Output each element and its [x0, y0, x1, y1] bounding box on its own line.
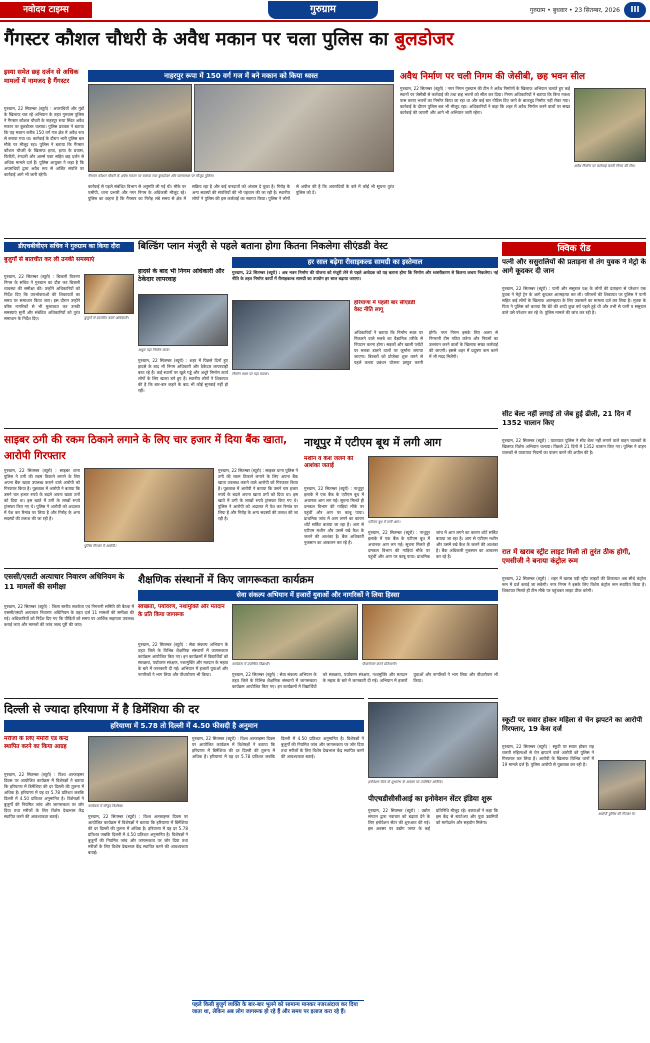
divider-5	[368, 698, 498, 699]
dementia-body-1: गुरुग्राम, 22 सितम्बर (ब्यूरो) : विश्व अल्जाइमर दिवस पर आयोजित कार्यक्रम में विशेषज्ञों ने बताया कि हरियाणा में डिमेंशिया की दर दिल्ली की तुलना में अधिक है। हरियाणा में यह दर 5.78 प्रतिशत जबकि दिल्ली में 4.50 प्रतिशत अनुमानित है। विशेषज्ञों ने बुजुर्गों की नियमित जांच और जागरूकता पर जोर दिया तथा मरीजों के लिए विशेष देखभाल केंद्र स्थापित करने की आवश्यकता बताई।	[4, 772, 84, 819]
dc-visit-caption: बुजुर्गों से बातचीत करते अधिकारी।	[84, 316, 129, 320]
atm-body-left: गुरुग्राम, 22 सितम्बर (ब्यूरो) : नाथूपुर इलाके में एक बैंक के एटीएम बूथ में अचानक आग लग गई। सूचना मिलते ही दमकल विभाग की गाड़ियां मौके पर पहुंचीं और आग पर काबू पाया। प्राथमिक जांच में आग लगने का कारण शॉर्ट सर्किट बताया जा रहा है। आग से एटीएम मशीन और उसमें रखे कैश के जलने की आशंका है। बैंक अधिकारी नुकसान का आकलन कर रहे हैं।	[304, 486, 364, 545]
negligence-headline: हादसे के बाद भी निगम अधिकारी और ठेकेदार लापरवाह	[138, 268, 225, 283]
phdcci-caption: इनोवेशन सेंटर के शुभारंभ के अवसर पर उपस्थित अतिथि।	[368, 780, 443, 784]
lead-headline	[4, 24, 648, 56]
right-top-photo	[574, 88, 646, 162]
dc-visit-photo	[84, 274, 134, 314]
phdcci-headline: पीएचडीसीसीआई का इनोवेशन सेंटर इंडिया शुरू	[368, 794, 492, 803]
lead-headline-main: गैंगस्टर कौशल चौधरी के अवैध मकान पर चला पुलिस का	[4, 29, 395, 50]
building-photo	[232, 300, 350, 370]
atm-body-right: गुरुग्राम, 22 सितम्बर (ब्यूरो) : नाथूपुर इलाके में एक बैंक के एटीएम बूथ में अचानक आग लग गई। सूचना मिलते ही दमकल विभाग की गाड़ियां मौके पर पहुंचीं और आग पर काबू पाया। प्राथमिक जांच में आग लगने का कारण शॉर्ट सर्किट बताया जा रहा है। आग से एटीएम मशीन और उसमें रखे कैश के जलने की आशंका है। बैंक अधिकारी नुकसान का आकलन कर रहे हैं।	[368, 530, 498, 559]
dementia-strap: हरियाणा में 5.78 तो दिल्ली में 4.50 फीसदी है अनुमान	[4, 720, 364, 732]
quick-read-h3: रात में खराब स्ट्रीट लाइट मिली तो तुरंत ठीक होगी, एमसीजी ने बनाया कंट्रोल रूम	[502, 548, 631, 565]
cyber-headline: साइबर ठगी की रकम ठिकाने लगाने के लिए चार हजार में दिया बैंक खाता, आरोपी गिरफ्तार	[4, 434, 288, 462]
divider-2	[4, 428, 498, 429]
lead-body-right: कार्रवाई से पहले संबंधित विभाग से अनुमति ली गई थी। मौके पर एसीपी, थाना प्रभारी और नगर निगम के अधिकारी मौजूद रहे। पुलिस का कहना है कि गैंगस्टर का गिरोह लंबे समय से क्षेत्र में सक्रिय रहा है और कई वारदातों को अंजाम दे चुका है। गिरोह के अन्य सदस्यों की संपत्तियों की भी पहचान की जा रही है। स्थानीय लोगों ने पुलिस की इस कार्रवाई का स्वागत किया। पुलिस ने लोगों से अपील की है कि अपराधियों के बारे में कोई भी सूचना तुरंत पुलिस को दें।	[88, 184, 394, 201]
lead-photo-officers	[88, 84, 192, 172]
dementia-body-2: गुरुग्राम, 22 सितम्बर (ब्यूरो) : विश्व अल्जाइमर दिवस पर आयोजित कार्यक्रम में विशेषज्ञों ने बताया कि हरियाणा में डिमेंशिया की दर दिल्ली की तुलना में अधिक है। हरियाणा में यह दर 5.78 प्रतिशत जबकि दिल्ली में 4.50 प्रतिशत अनुमानित है। विशेषज्ञों ने बुजुर्गों की नियमित जांच और जागरूकता पर जोर दिया तथा मरीजों के लिए विशेष देखभाल केंद्र स्थापित करने की आवश्यकता बताई।	[88, 814, 188, 855]
building-strap: हर साल बढ़ेगा रीसाइकल्ड सामग्री का इस्तेमाल	[232, 257, 498, 268]
quick-read-b4: गुरुग्राम, 22 सितम्बर (ब्यूरो) : स्कूटी पर सवार होकर राह चलती महिलाओं से चेन झपटने वाले आरोपी को पुलिस ने गिरफ्तार कर लिया है। आरोपी के खिलाफ विभिन्न थानों में 19 मामले दर्ज हैं। पुलिस आरोपी से पूछताछ कर रही है।	[502, 744, 594, 767]
awareness-body-more: गुरुग्राम, 22 सितम्बर (ब्यूरो) : सेवा संकल्प अभियान के तहत जिले के विभिन्न शैक्षणिक संस्थानों में जागरूकता कार्यक्रम आयोजित किए गए। इन कार्यक्रमों में विद्यार्थियों को स्वच्छता, पर्यावरण संरक्षण, नशामुक्ति और मतदान के महत्व के बारे में जानकारी दी गई। अभियान में हजारों युवाओं और नागरिकों ने भाग लिया और पौधारोपण भी किया।	[232, 672, 498, 689]
building-headline: बिल्डिंग प्लान मंजूरी से पहले बताना होगा कितना निकलेगा सीएंडडी वेस्ट	[138, 241, 388, 252]
dc-visit-headline: डीएचबीवीएन सचिव ने गुरुग्राम का किया दौरा	[4, 242, 134, 252]
lead-body-left: गुरुग्राम, 22 सितम्बर (ब्यूरो) : अपराधियों और गुंडों के खिलाफ चल रहे अभियान के तहत गुरुग्राम पुलिस ने गैंगस्टर कौशल चौधरी के नाहरपुर रूपा स्थित अवैध मकान पर बुलडोजर चलाया। पुलिस प्रवक्ता ने बताया कि यह मकान करीब 150 वर्ग गज क्षेत्र में अवैध रूप से बनाया गया था। कार्रवाई के दौरान भारी पुलिस बल मौके पर मौजूद रहा। पुलिस ने बताया कि गैंगस्टर कौशल चौधरी के खिलाफ हत्या, हत्या के प्रयास, फिरौती, रंगदारी और आर्म्स एक्ट सहित छह दर्जन से अधिक मामले दर्ज हैं। पुलिस आयुक्त ने कहा है कि अपराधियों द्वारा अवैध रूप से अर्जित संपत्ति पर कार्रवाई आगे भी जारी रहेगी।	[4, 106, 84, 177]
masthead	[0, 0, 650, 22]
cyber-photo	[84, 468, 214, 542]
brand-logo: नवोदय टाइम्स	[0, 2, 92, 18]
dementia-headline: दिल्ली से ज्यादा हरियाणा में है डिमेंशिया की दर	[4, 702, 200, 716]
phdcci-body: गुरुग्राम, 22 सितम्बर (ब्यूरो) : उद्योग संगठन द्वारा नवाचार को बढ़ावा देने के लिए इनोवेशन सेंटर की शुरुआत की गई। इस अवसर पर उद्योग जगत के कई प्रतिनिधि मौजूद रहे। वक्ताओं ने कहा कि इस केंद्र से स्टार्टअप और युवा उद्यमियों को मार्गदर्शन और सहयोग मिलेगा।	[368, 808, 498, 831]
awareness-caption-1: कार्यक्रम में उपस्थित विद्यार्थी।	[232, 662, 270, 666]
negligence-caption: अधूरा पड़ा निर्माण कार्य।	[138, 348, 170, 352]
awareness-headline: शैक्षणिक संस्थानों में किए जागरूकता कार्यक्रम	[138, 574, 314, 586]
divider-4	[4, 698, 364, 699]
quick-read-b1: गुरुग्राम, 22 सितम्बर (ब्यूरो) : पत्नी और ससुराल पक्ष के लोगों की प्रताड़ना से परेशान एक युवक ने मेट्रो ट्रेन के आगे कूदकर आत्महत्या कर ली। परिजनों की शिकायत पर पुलिस ने पत्नी सहित कई लोगों के खिलाफ आत्महत्या के लिए उकसाने का मामला दर्ज कर लिया है। मृतक के पिता ने पुलिस को बताया कि बेटे की शादी कुछ वर्ष पहले हुई थी और तभी से पत्नी व ससुराल वाले उसे परेशान कर रहे थे। पुलिस मामले की जांच कर रही है।	[502, 286, 646, 315]
lead-bullet: इस्या समेत छह दर्जन से अधिक मामलों में नामजद है गैंगस्टर	[4, 68, 79, 85]
dementia-bullet: मरीजों के लिए मेंमोरी एड केन्द्र स्थापित करने का किया आग्रह	[4, 736, 69, 750]
awareness-photo-2	[362, 604, 498, 660]
dementia-quote: पहले किसी बुजुर्ग व्यक्ति के बार-बार भूलने को सामान्य मानकर नजरअंदाज कर दिया जाता था, लेकिन अब लोग जागरूक हो रहे हैं और समय पर इलाज करा रहे हैं।	[192, 1000, 364, 1036]
building-body: अधिकारियों ने बताया कि निर्माण स्थल पर निकलने वाले मलबे का वैज्ञानिक तरीके से निपटान करना होगा। सड़कों और खाली प्लॉटों पर मलबा डालने वालों पर जुर्माना लगाया जाएगा। बिल्डरों को प्रोजेक्ट शुरू करने से पहले कचरा प्रबंधन योजना प्रस्तुत करनी होगी। नगर निगम इसके लिए अलग से निगरानी टीम गठित करेगा और नियमों का उल्लंघन करने वालों के खिलाफ सख्त कार्रवाई की जाएगी। इससे शहर में प्रदूषण कम करने में भी मदद मिलेगी।	[354, 330, 498, 365]
negligence-body: गुरुग्राम, 22 सितम्बर (ब्यूरो) : शहर में पिछले दिनों हुए हादसे के बाद भी निगम अधिकारी और ठेकेदार लापरवाही बरत रहे हैं। कई स्थानों पर खुले गड्ढे और अधूरे निर्माण कार्य लोगों के लिए खतरा बने हुए हैं। स्थानीय लोगों ने शिकायत की है कि बार-बार कहने के बाद भी कोई सुनवाई नहीं हो रही।	[138, 358, 228, 393]
right-top-body: गुरुग्राम, 22 सितम्बर (ब्यूरो) : नगर निगम गुरुग्राम की टीम ने अवैध निर्माणों के खिलाफ अभियान चलाते हुए कई स्थानों पर जेसीबी से कार्रवाई की तथा छह भवनों को सील कर दिया। निगम अधिकारियों ने बताया कि बिना नक्शा पास कराए भवनों का निर्माण किया जा रहा था और कई बार नोटिस दिए जाने के बावजूद निर्माण नहीं रोका गया। कार्रवाई के दौरान पुलिस बल भी मौजूद रहा। अधिकारियों ने कहा कि शहर में अवैध निर्माण करने वालों पर सख्त कार्रवाई की जाएगी और आगे भी अभियान जारी रहेगा।	[400, 86, 570, 115]
quick-read-b3: गुरुग्राम, 22 सितम्बर (ब्यूरो) : शहर में खराब पड़ी स्ट्रीट लाइटों की शिकायत अब सीधे कंट्रोल रूम में दर्ज कराई जा सकेगी। नगर निगम ने इसके लिए विशेष कंट्रोल रूम स्थापित किया है। शिकायत मिलते ही टीम मौके पर पहुंचकर लाइट ठीक करेगी।	[502, 576, 646, 593]
awareness-strap: सेवा संकल्प अभियान में हजारों युवाओं और नागरिकों ने लिया हिस्सा	[138, 590, 498, 601]
atm-bullet: मशीन व कैश जलने की आशंका जताई	[304, 456, 354, 469]
atm-headline: नाथूपुर में एटीएम बूथ में लगी आग	[304, 436, 442, 449]
quick-read-h1: पत्नी और ससुरालियों की प्रताड़ना से तंग युवक ने मेट्रो के आगे कूदकर दी जान	[502, 258, 646, 275]
building-caption: निर्माण स्थल पर पड़ा मलबा।	[232, 372, 269, 376]
page-number: III	[624, 2, 646, 18]
divider-1	[4, 238, 646, 239]
dc-visit-bullet: बुजुर्गों से बातचीत कर ली उनकी समस्याएं	[4, 256, 95, 263]
quick-read-b2: गुरुग्राम, 22 सितम्बर (ब्यूरो) : यातायात पुलिस ने सीट बेल्ट नहीं लगाने वाले वाहन चालकों के खिलाफ विशेष अभियान चलाया। पिछले 21 दिनों में 1352 चालान किए गए। पुलिस ने वाहन चालकों से यातायात नियमों का पालन करने की अपील की है।	[502, 438, 646, 455]
divider-3	[4, 568, 498, 569]
scst-body: गुरुग्राम, 22 सितम्बर (ब्यूरो) : जिला स्तरीय सतर्कता एवं निगरानी समिति की बैठक में एससी/एसटी अत्याचार निवारण अधिनियम के तहत दर्ज 11 मामलों की समीक्षा की गई। अधिकारियों को निर्देश दिए गए कि पीड़ितों को समय पर आर्थिक सहायता उपलब्ध कराई जाए और मामलों की जांच जल्द पूरी की जाए।	[4, 604, 134, 627]
lead-photo-caption: गैंगस्टर कौशल चौधरी के अवैध मकान पर चलाया गया बुलडोजर और घटनास्थल पर मौजूद पुलिस।	[88, 174, 214, 178]
dateline: गुरुग्राम • बुधवार • 23 सितम्बर, 2026	[529, 7, 620, 14]
negligence-photo	[138, 294, 228, 346]
lead-headline-accent: बुलडोजर	[394, 29, 454, 50]
atm-caption: एटीएम बूथ में लगी आग।	[368, 520, 401, 524]
building-intro: गुरुग्राम, 22 सितम्बर (ब्यूरो) : अब भवन निर्माण की योजना को मंजूरी लेने से पहले आवेदक को यह बताना होगा कि निर्माण और ध्वस्तीकरण से कितना कचरा निकलेगा। नई नीति के तहत निर्माण कार्यों में रीसाइकल्ड सामग्री का उपयोग हर साल बढ़ाया जाएगा।	[232, 270, 498, 281]
quick-read-title: क्विक रीड	[502, 242, 646, 256]
awareness-body: गुरुग्राम, 22 सितम्बर (ब्यूरो) : सेवा संकल्प अभियान के तहत जिले के विभिन्न शैक्षणिक संस्थानों में जागरूकता कार्यक्रम आयोजित किए गए। इन कार्यक्रमों में विद्यार्थियों को स्वच्छता, पर्यावरण संरक्षण, नशामुक्ति और मतदान के महत्व के बारे में जानकारी दी गई। अभियान में हजारों युवाओं और नागरिकों ने भाग लिया और पौधारोपण भी किया।	[138, 642, 228, 677]
lead-strap: नाहरपुर रूपा में 150 वर्ग गज में बने मकान को किया ध्वस्त	[88, 70, 394, 82]
dementia-body-3: गुरुग्राम, 22 सितम्बर (ब्यूरो) : विश्व अल्जाइमर दिवस पर आयोजित कार्यक्रम में विशेषज्ञों ने बताया कि हरियाणा में डिमेंशिया की दर दिल्ली की तुलना में अधिक है। हरियाणा में यह दर 5.78 प्रतिशत जबकि दिल्ली में 4.50 प्रतिशत अनुमानित है। विशेषज्ञों ने बुजुर्गों की नियमित जांच और जागरूकता पर जोर दिया तथा मरीजों के लिए विशेष देखभाल केंद्र स्थापित करने की आवश्यकता बताई।	[192, 736, 364, 759]
section-tab: गुरुग्राम	[268, 1, 378, 19]
quick-read-h2: सीट बेल्ट नहीं लगाई तो जेब हुई ढीली, 21 दिन में 1352 चालान किए	[502, 410, 631, 427]
cyber-body-left: गुरुग्राम, 22 सितम्बर (ब्यूरो) : साइबर थाना पुलिस ने ठगी की रकम ठिकाने लगाने के लिए अपना बैंक खाता उपलब्ध कराने वाले आरोपी को गिरफ्तार किया है। पूछताछ में आरोपी ने बताया कि उसने चार हजार रुपये के बदले अपना खाता ठगों को दिया था। इस खाते में ठगी के लाखों रुपये ट्रांसफर किए गए थे। पुलिस ने आरोपी को अदालत में पेश कर रिमांड पर लिया है और गिरोह के अन्य सदस्यों की तलाश की जा रही है।	[4, 468, 80, 521]
dc-visit-body: गुरुग्राम, 22 सितम्बर (ब्यूरो) : बिजली वितरण निगम के सचिव ने गुरुग्राम का दौरा कर बिजली व्यवस्था की समीक्षा की। उन्होंने अधिकारियों को निर्देश दिए कि उपभोक्ताओं की शिकायतों का समय पर समाधान किया जाए। इस दौरान उन्होंने वरिष्ठ नागरिकों से भी मुलाकात कर उनकी समस्याएं सुनीं और संबंधित अधिकारियों को तुरंत समाधान के निर्देश दिए।	[4, 274, 80, 321]
right-top-headline: अवैध निर्माण पर चली निगम की जेसीबी, छह भवन सील	[400, 72, 586, 82]
scst-headline: एससी/एसटी अत्याचार निवारण अधिनियम के 11 मामलों की समीक्षा	[4, 572, 125, 591]
awareness-caption-2: पौधारोपण करते प्रतिभागी।	[362, 662, 397, 666]
awareness-photo-1	[232, 604, 358, 660]
cyber-body-right: गुरुग्राम, 22 सितम्बर (ब्यूरो) : साइबर थाना पुलिस ने ठगी की रकम ठिकाने लगाने के लिए अपना बैंक खाता उपलब्ध कराने वाले आरोपी को गिरफ्तार किया है। पूछताछ में आरोपी ने बताया कि उसने चार हजार रुपये के बदले अपना खाता ठगों को दिया था। इस खाते में ठगी के लाखों रुपये ट्रांसफर किए गए थे। पुलिस ने आरोपी को अदालत में पेश कर रिमांड पर लिया है और गिरोह के अन्य सदस्यों की तलाश की जा रही है।	[218, 468, 298, 521]
dementia-caption: कार्यक्रम में मौजूद विशेषज्ञ।	[88, 804, 124, 808]
right-top-photo-caption: अवैध निर्माण पर कार्रवाई करती निगम की टीम।	[574, 164, 636, 168]
building-bullet: हरियाणा में पहली बार सीएंडडी वेस्ट नीति लागू	[354, 300, 416, 313]
cyber-caption: पुलिस गिरफ्त में आरोपी।	[84, 544, 117, 548]
dementia-photo	[88, 736, 188, 802]
lead-photo-demolition	[194, 84, 394, 172]
quick-read-caption: आरोपी पुलिस की गिरफ्त में।	[598, 812, 636, 816]
awareness-bullet: स्वच्छता, पर्यावरण, नशामुक्ति और मतदान के प्रति किया जागरूक	[138, 604, 225, 618]
atm-photo	[368, 456, 498, 518]
quick-read-photo	[598, 760, 646, 810]
quick-read-h4: स्कूटी पर सवार होकर महिला से चेन झपटने का आरोपी गिरफ्तार, 19 केस दर्ज	[502, 716, 643, 733]
phdcci-photo	[368, 702, 498, 778]
